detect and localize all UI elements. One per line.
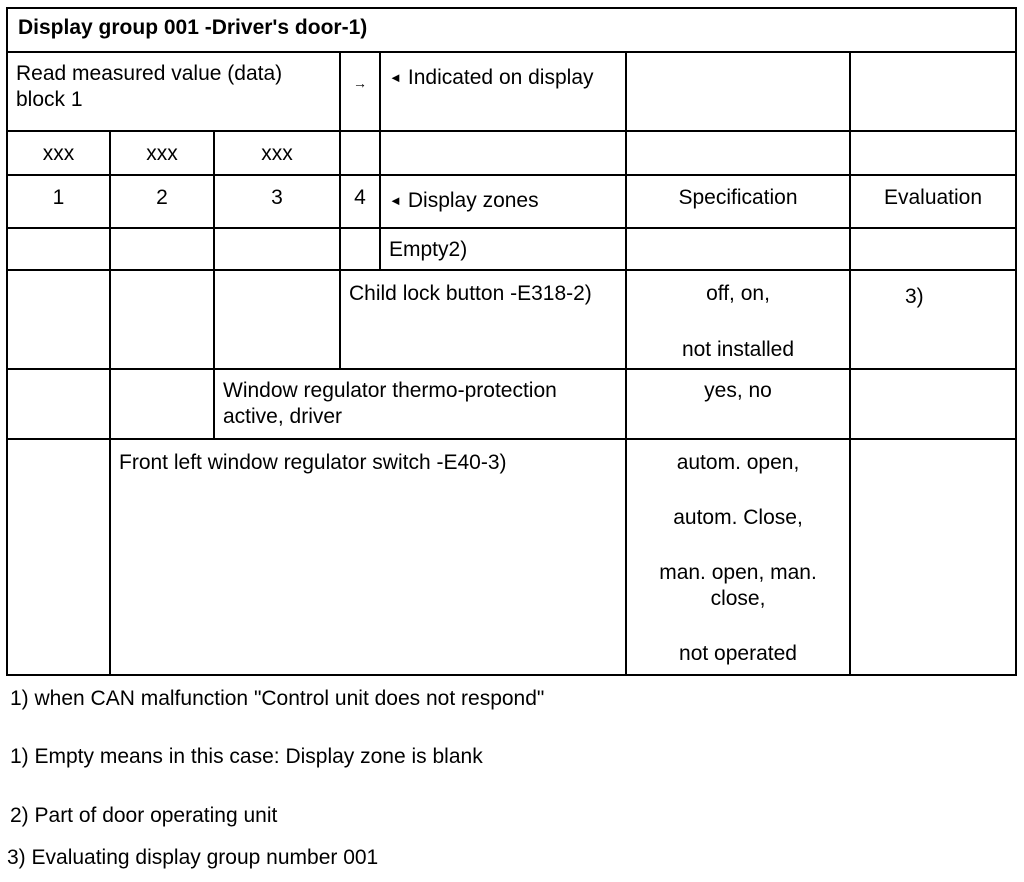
- specification-header: Specification: [626, 175, 850, 228]
- zone-number-3: 3: [214, 175, 340, 228]
- header-spec-blank: [626, 52, 850, 131]
- zone-number-4: 4: [340, 175, 380, 228]
- display-zones-cell: [380, 175, 626, 228]
- evaluation-header: Evaluation: [850, 175, 1016, 228]
- thermo-label: Window regulator thermo-protection active, driver: [214, 369, 626, 439]
- empty-blank-6: [626, 228, 850, 270]
- child-lock-label: Child lock button -E318-2): [340, 270, 626, 369]
- footnote-4: 3) Evaluating display group number 001: [7, 846, 379, 869]
- indicated-cell: [380, 52, 626, 131]
- xxx-blank-6: [626, 131, 850, 175]
- header-eval-blank: [850, 52, 1016, 131]
- thermo-blank-2: [110, 369, 214, 439]
- indicated-on-display-label: Indicated on display: [407, 66, 594, 89]
- window-switch-row: [7, 439, 1016, 675]
- child-lock-spec-line-1: off, on,: [706, 282, 770, 305]
- child-lock-blank-3: [214, 270, 340, 369]
- footnote-3: 2) Part of door operating unit: [10, 804, 278, 827]
- window-switch-spec-line-2: autom. Close,: [673, 506, 803, 529]
- xxx-cell-2: xxx: [110, 131, 214, 175]
- window-switch-blank-1: [7, 439, 110, 675]
- zones-row: [7, 175, 1016, 228]
- empty-blank-1: [7, 228, 110, 270]
- arrow-cell: [340, 52, 380, 131]
- empty-row: [7, 228, 1016, 270]
- footnote-2: 1) Empty means in this case: Display zone is blank: [10, 745, 483, 768]
- display-zones-label: Display zones: [407, 189, 539, 212]
- footnote-1: 1) when CAN malfunction "Control unit does not respond": [10, 687, 545, 710]
- title-row: [7, 8, 1016, 52]
- left-pointing-triangle-icon: ◄: [389, 70, 402, 85]
- child-lock-blank-2: [110, 270, 214, 369]
- window-switch-spec-line-3: man. open, man. close,: [659, 561, 817, 610]
- window-switch-label: Front left window regulator switch -E40-3): [110, 439, 626, 675]
- table-title: Display group 001 -Driver's door-1): [7, 8, 1016, 52]
- right-arrow-icon: →: [353, 75, 367, 91]
- thermo-blank-1: [7, 369, 110, 439]
- xxx-row: [7, 131, 1016, 175]
- thermo-blank-7: [850, 369, 1016, 439]
- window-switch-spec-line-1: autom. open,: [676, 451, 800, 474]
- left-pointing-triangle-icon: ◄: [389, 193, 402, 208]
- xxx-blank-7: [850, 131, 1016, 175]
- empty-blank-2: [110, 228, 214, 270]
- window-switch-spec: [626, 439, 850, 675]
- window-switch-spec-line-4: not operated: [679, 642, 797, 665]
- empty-blank-7: [850, 228, 1016, 270]
- xxx-cell-3: xxx: [214, 131, 340, 175]
- empty-label: Empty2): [380, 228, 626, 270]
- child-lock-evaluation: 3): [850, 270, 1016, 369]
- read-block-label: Read measured value (data) block 1: [7, 52, 340, 131]
- xxx-blank-4: [340, 131, 380, 175]
- window-switch-blank-7: [850, 439, 1016, 675]
- child-lock-row: [7, 270, 1016, 369]
- empty-blank-3: [214, 228, 340, 270]
- xxx-cell-1: xxx: [7, 131, 110, 175]
- child-lock-blank-1: [7, 270, 110, 369]
- child-lock-spec-line-2: not installed: [681, 338, 795, 361]
- display-group-table: [6, 7, 1017, 676]
- empty-blank-4: [340, 228, 380, 270]
- zone-number-2: 2: [110, 175, 214, 228]
- xxx-blank-5: [380, 131, 626, 175]
- thermo-row: [7, 369, 1016, 439]
- header-row: [7, 52, 1016, 131]
- thermo-spec: yes, no: [626, 369, 850, 439]
- child-lock-spec: [626, 270, 850, 369]
- zone-number-1: 1: [7, 175, 110, 228]
